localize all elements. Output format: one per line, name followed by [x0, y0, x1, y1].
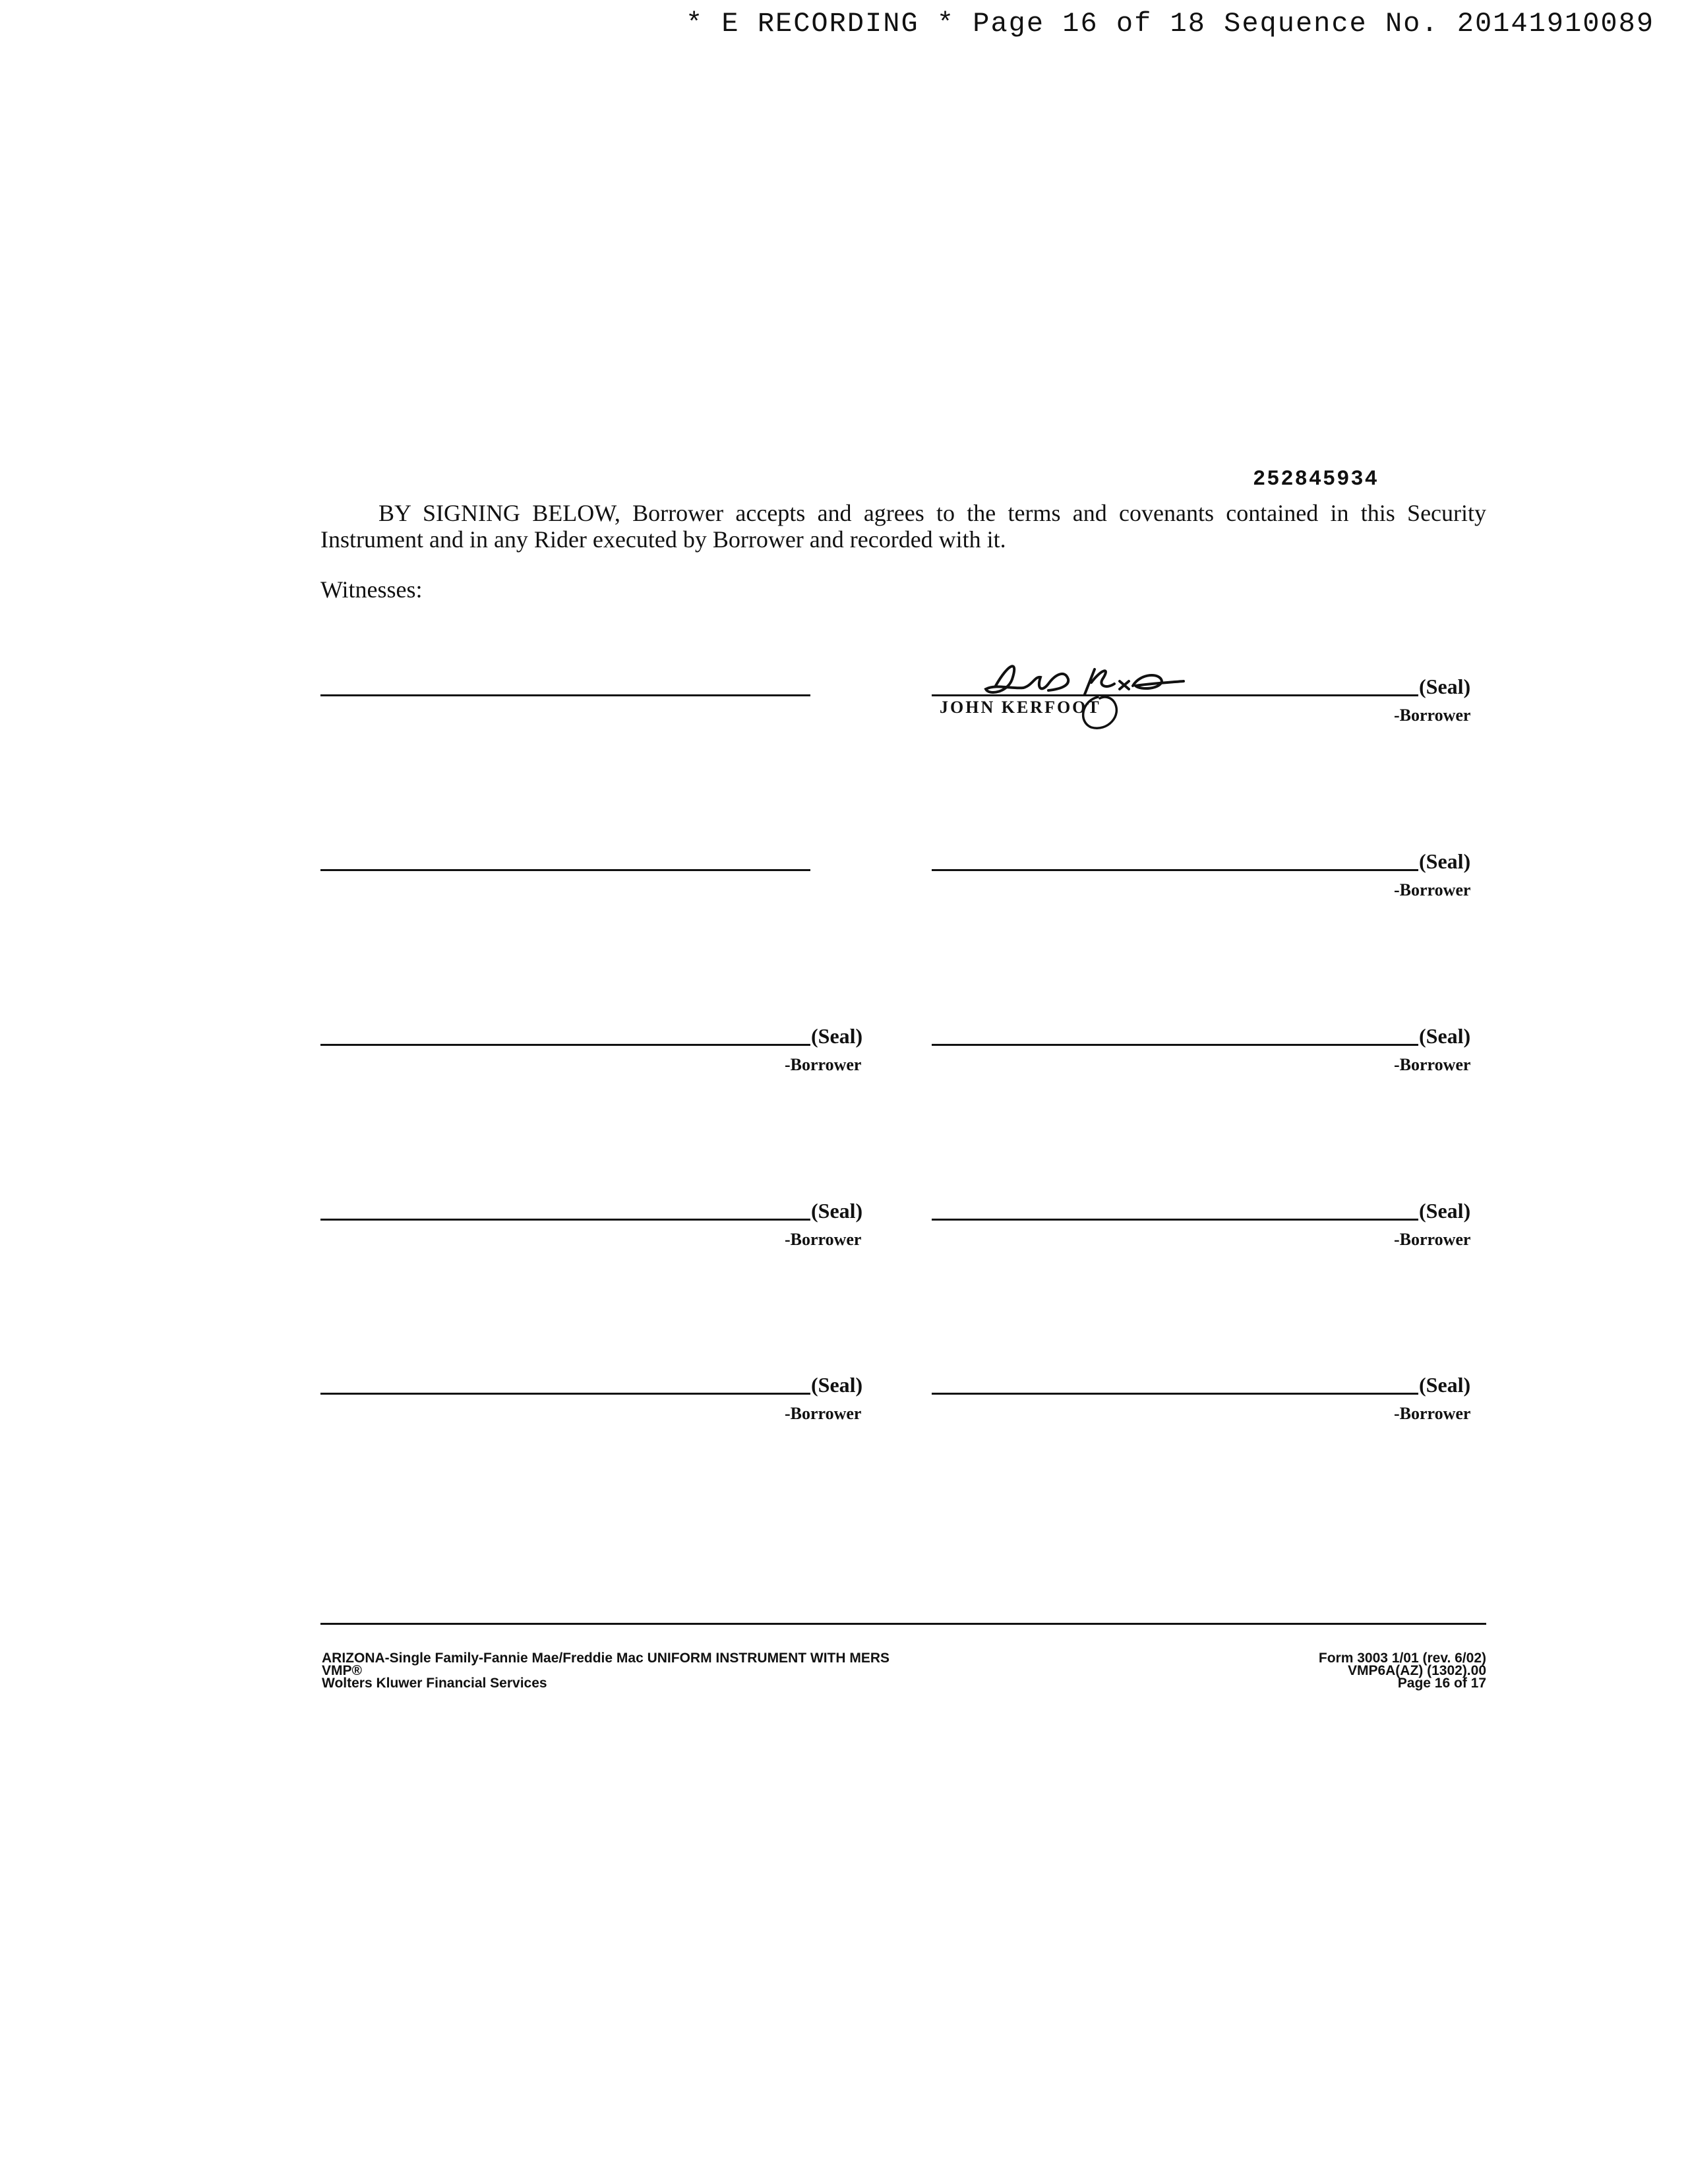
- borrower-label: -Borrower: [1394, 880, 1471, 899]
- seal-label: (Seal): [1419, 1024, 1471, 1048]
- footer-divider: [320, 1623, 1486, 1625]
- signing-statement: [320, 500, 1486, 553]
- handwritten-signature: [950, 650, 1207, 732]
- seal-label: (Seal): [1419, 675, 1471, 698]
- seal-label: (Seal): [811, 1199, 863, 1223]
- footer-form-title: ARIZONA-Single Family-Fannie Mae/Freddie Mac UNIFORM INSTRUMENT WITH MERS: [322, 1651, 890, 1666]
- witness-line-1[interactable]: [320, 694, 810, 696]
- footer-form-info: [322, 1652, 889, 1689]
- borrower-label: -Borrower: [1394, 1404, 1471, 1423]
- borrower-label: -Borrower: [785, 1404, 862, 1423]
- witness-line-2[interactable]: [320, 869, 810, 871]
- witnesses-label: Witnesses:: [320, 576, 423, 603]
- seal-label: (Seal): [1419, 1373, 1471, 1397]
- footer-page-number: Page 16 of 17: [1397, 1676, 1486, 1691]
- borrower-signature-line-5[interactable]: [320, 1219, 810, 1221]
- borrower-label: -Borrower: [785, 1230, 862, 1249]
- recording-header: * E RECORDING * Page 16 of 18 Sequence No. 20141910089: [686, 8, 1655, 40]
- footer-publisher: Wolters Kluwer Financial Services: [322, 1676, 547, 1691]
- signing-statement-lead: BY SIGNING BELOW,: [378, 500, 620, 526]
- seal-label: (Seal): [811, 1373, 863, 1397]
- borrower-signature-line-4[interactable]: [932, 1044, 1418, 1046]
- borrower-signature-line-8[interactable]: [932, 1393, 1418, 1395]
- seal-label: (Seal): [811, 1024, 863, 1048]
- borrower-label: -Borrower: [785, 1055, 862, 1074]
- signer-printed-name: JOHN KERFOOT: [940, 698, 1101, 717]
- borrower-signature-line-6[interactable]: [932, 1219, 1418, 1221]
- seal-label: (Seal): [1419, 849, 1471, 873]
- borrower-label: -Borrower: [1394, 1055, 1471, 1074]
- borrower-signature-line-2[interactable]: [932, 869, 1418, 871]
- signing-statement-text: Borrower accepts and agrees to the terms and covenants contained in this Security Instrument and in any Rider executed by Borrower and recorded with it.: [320, 500, 1487, 553]
- footer-vmp-mark: VMP®: [322, 1663, 362, 1678]
- footer-form-number: [1187, 1652, 1486, 1689]
- footer-form-code: Form 3003 1/01 (rev. 6/02): [1318, 1651, 1486, 1666]
- seal-label: (Seal): [1419, 1199, 1471, 1223]
- borrower-signature-line-3[interactable]: [320, 1044, 810, 1046]
- footer-vmp-code: VMP6A(AZ) (1302).00: [1347, 1663, 1486, 1678]
- borrower-label: -Borrower: [1394, 1230, 1471, 1249]
- borrower-signature-line-7[interactable]: [320, 1393, 810, 1395]
- borrower-label: -Borrower: [1394, 706, 1471, 725]
- loan-number: 252845934: [1253, 467, 1379, 491]
